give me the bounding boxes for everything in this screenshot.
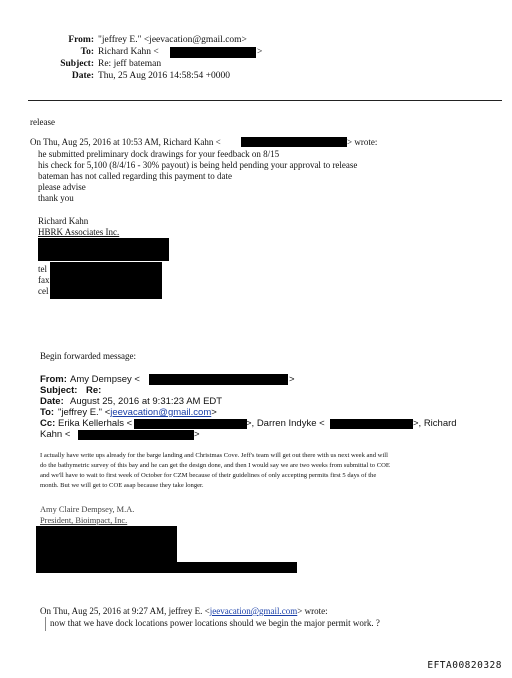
redaction-box: [38, 238, 169, 261]
fwd-from-tail: >: [289, 374, 295, 385]
document-id: EFTA00820328: [427, 660, 502, 671]
email-link[interactable]: jeevacation@gmail.com: [110, 407, 212, 418]
fwd-cc-name3: >, Richard: [413, 418, 457, 429]
quote2-intro-end: > wrote:: [297, 606, 328, 616]
quote-line: bateman has not called regarding this payment to date: [38, 171, 232, 181]
fwd-body-line: I actually have write ups already for the barge landing and Christmas Cove. Jeff's team will get out there with us next week and will: [40, 452, 388, 459]
redaction-box: [149, 374, 288, 385]
tel-label: tel: [38, 264, 47, 274]
fwd-cc-cont-tail: >: [194, 429, 200, 440]
redaction-box: [241, 137, 347, 147]
fwd-body-line: and we'll have to wait to first week of October for CZM because of their guidelines of only accepting permits first 5 days of the: [40, 472, 377, 479]
from-label: From:: [68, 35, 94, 45]
date-label: Date:: [71, 71, 94, 81]
fwd-body-line: month. But we will get to COE asap because they take longer.: [40, 482, 204, 489]
cel-label: cel: [38, 286, 49, 296]
fwd-cc-name1: Erika Kellerhals <: [58, 418, 133, 429]
date-value: Thu, 25 Aug 2016 14:58:54 +0000: [98, 71, 231, 81]
fwd-from-value: Amy Dempsey <: [70, 374, 140, 385]
to-tail: >: [257, 47, 263, 57]
quote2-line: now that we have dock locations power locations should we begin the major permit work. ?: [50, 618, 380, 628]
fwd-date-value: August 25, 2016 at 9:31:23 AM EDT: [70, 396, 223, 407]
quote-line: he submitted preliminary dock drawings for your feedback on 8/15: [38, 149, 280, 159]
quote2-intro: [40, 606, 328, 617]
quote-intro: On Thu, Aug 25, 2016 at 10:53 AM, Richard Kahn <: [30, 137, 221, 147]
subject-value: Re: jeff bateman: [98, 59, 162, 69]
forwarded-label: Begin forwarded message:: [40, 351, 136, 361]
fwd-cc-cont: Kahn <: [40, 429, 71, 440]
fwd-from-label: From:: [40, 374, 67, 385]
fwd-cc-label: Cc:: [40, 418, 56, 429]
to-value: Richard Kahn <: [98, 47, 159, 57]
redaction-box: [134, 419, 247, 429]
fwd-subject-value: Re:: [86, 385, 102, 396]
quote-line: thank you: [38, 193, 74, 203]
redaction-box: [50, 262, 162, 299]
fwd-to-end: >: [211, 407, 217, 418]
fwd-cc-name2: >, Darren Indyke <: [246, 418, 325, 429]
from-value: "jeffrey E." <jeevacation@gmail.com>: [98, 35, 247, 45]
email-link[interactable]: jeevacation@gmail.com: [209, 606, 298, 616]
quote2-intro-start: On Thu, Aug 25, 2016 at 9:27 AM, jeffrey E. <: [40, 606, 210, 616]
signature-name: Richard Kahn: [38, 216, 89, 226]
signature-company: HBRK Associates Inc.: [38, 227, 120, 237]
quote-line: his check for 5,100 (8/4/16 - 30% payout) is being held pending your approval to release: [38, 160, 358, 170]
fwd-subject-label: Subject:: [40, 385, 78, 396]
fwd-date-label: Date:: [40, 396, 64, 407]
redaction-box: [330, 419, 413, 429]
redaction-box: [170, 47, 256, 58]
fwd-body-line: do the bathymetric survey of this bay and he can get the design done, and then I would say we are two weeks from submittal to COE: [40, 462, 390, 469]
quote-intro-end: > wrote:: [347, 137, 378, 147]
fwd-to-label: To:: [40, 407, 55, 418]
redaction-box: [78, 430, 194, 440]
header-divider: [28, 100, 502, 101]
reply-text: release: [30, 117, 55, 127]
quote-line: please advise: [38, 182, 86, 192]
quote-bar: [45, 617, 46, 631]
subject-label: Subject:: [60, 59, 94, 69]
redaction-box: [36, 562, 297, 573]
fax-label: fax: [38, 275, 50, 285]
fwd-to-value: [58, 407, 217, 418]
to-label: To:: [80, 47, 94, 57]
redaction-box: [36, 526, 177, 562]
fwd-signature-name: Amy Claire Dempsey, M.A.: [40, 505, 135, 514]
fwd-to-start: "jeffrey E." <: [58, 407, 111, 418]
fwd-signature-title: President, Bioimpact, Inc.: [40, 516, 128, 525]
